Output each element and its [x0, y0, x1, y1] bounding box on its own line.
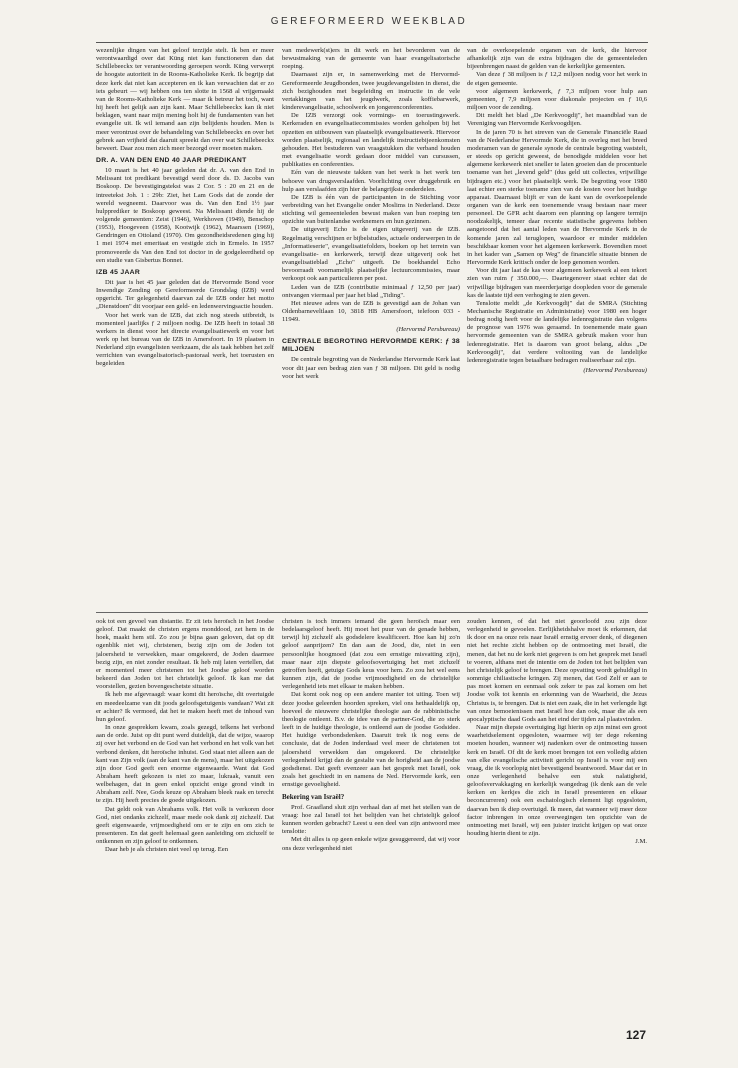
top-column-3: [467, 47, 647, 604]
press-credit: (Hervormd Persbureau): [396, 326, 460, 334]
paragraph: De uitgeverij Echo is de eigen uitgeverij van de IZB. Regelmatig verschijnen er bijbelstudies, actuele onderwerpen in de „Informatieserie", evangelisatiefolders, boeken op het terrein van evangelisatie- en kerkewerk, terwijl deze uitgeverij ook het evangelisatieblad „Echo" uitgeeft. De boekhandel Echo bevoorraadt voornamelijk plaatselijke lectuurcommissies, maar verkoopt ook aan particulieren per post.: [282, 226, 460, 283]
paragraph: Het nieuwe adres van de IZB is gevestigd aan de Johan van Oldenbarneveltlaan 10, 3818 HB Amersfoort, telefoon 033 - 11949.: [282, 299, 460, 324]
paragraph: Leden van de IZB (contributie minimaal ƒ 12,50 per jaar) ontvangen viermaal per jaar het blad „Tiding".: [282, 283, 460, 299]
press-credit: (Hervormd Persbureau): [583, 367, 647, 375]
paragraph: Dat geldt ook van Abrahams volk. Het volk is verkoren door God, niet ondanks zichzelf, maar mede ook dank zij zichzelf. Dat geeft eigenwaarde, vrijmoedigheid om er te zijn en om zich te presenteren. En dat geeft helemaal geen aanleiding om zichzelf te ontkennen en zijn geloof te ontkennen.: [96, 805, 274, 846]
paragraph: Dit meldt het blad „De Kerkvoogdij", het maandblad van de Vereniging van Hervormde Kerkvoogdijen.: [467, 112, 647, 128]
paragraph: Dit jaar is het 45 jaar geleden dat de Hervormde Bond voor Inwendige Zending op Gereformeerde Grondslag (IZB) werd opgericht. Ter gelegenheid daarvan zal de IZB onder het motto „Dienstdoen" dit voorjaar een geld- en ledenwervingsactie houden.: [96, 278, 274, 311]
paragraph: Prof. Graafland sluit zijn verhaal dan af met het stellen van de vraag: hoe zal Israël tot het belijden van het christelijk geloof kunnen worden gebracht? Leest u een deel van zijn antwoord mee tenslotte:: [282, 803, 460, 836]
bottom-column-1: [96, 618, 274, 1010]
section-divider: [96, 612, 648, 613]
top-rule: [96, 42, 648, 43]
paragraph: 10 maart is het 40 jaar geleden dat dr. A. van den End in Melissant tot predikant bevestigd werd door ds. D. Jacobs van Boskoop. De bevestigingstekst was 2 Cor. 5 : 20 en 21 en de intreetekst Joh. 1 : 29b: Ziet, het Lam Gods dat de zonde der wereld wegneemt. Daarvoor was ds. Van den End 1½ jaar hulpprediker te Boskoop geweest. Na Melissant diende hij de volgende gemeenten: Zeist (1946), Werkhoven (1949), Benschop (1953), Hoogeveen (1958), Kootwijk (1962), Maarssen (1969), Gendringen en Ottoland (1970). Om gezondheidsredenen ging hij 1 mei 1974 met emeritaat en vestigde zich in Ermelo. In 1957 promoveerde ds Van den End tot doctor in de godgeleerdheid op een studie van Gisbertus Bonnet.: [96, 167, 274, 264]
paragraph: In de jaren 70 is het streven van de Generale Financiële Raad van de Nederlandse Hervormde Kerk, die in overleg met het breed moderamen van de generale synode de centrale begroting vaststelt, er steeds op gericht geweest, de benodigde middelen voor het algemene kerkewerk niet sneller te laten groeien dan de procentuele toename van het „levend geld" (dus geld uit collectes, vrijwillige bijdragen etc.) voor het plaatselijk werk. De begroting voor 1980 laat echter een sterke toename zien van de kosten voor het huidige apparaat. Daarnaast blijft er van de kant van de overkoepelende organen van de kerk een toenemende vraag bestaan naar meer personeel. De GFR acht daarom een planning op langere termijn noodzakelijk, temeer daar recente statistische gegevens hebben aangetoond dat het aantal leden van de Hervormde Kerk in de komende jaren zal teruglopen, waardoor er minder middelen beschikbaar komen voor het algemeen kerkewerk. Bovendien moet in het kader van „Samen op Weg" de financiële situatie binnen de Hervormde Kerk kritisch onder de loep genomen worden.: [467, 128, 647, 267]
paragraph: Daarnaast zijn er, in samenwerking met de Hervormd-Gereformeerde Jeugdbonden, twee jeugdevangelisten in dienst, die zich bezighouden met begeleiding en instructie in de vele vertakkingen van het jeugdwerk, zoals koffiebarwerk, kinderevangelisatie, schoolwerk en jongerenconferenties.: [282, 71, 460, 112]
bottom-column-3: [467, 618, 647, 1010]
paragraph: Voor dit jaar laat de kas voor algemeen kerkewerk al een tekort zien van ruim ƒ 350.000,—. Daartegenover staat echter dat de vrijwillige bijdragen van meerderjarige doopleden voor de generale kas de laatste tijd een verhoging te zien geven.: [467, 267, 647, 299]
paragraph: ook tot een gevoel van distantie. Er zit iets heroïsch in het Joodse geloof. Dat maakt de christen ergens monddood, zet hem in de hoek, maakt hem stil. Zo zou je bijna gaan geloven, dat op dit ogenblik niet wij, christenen, bezig zijn om de Joden tot jaloersheid te verwekken, maar omgekeerd, de Joden daarmee bezig zijn, en niet zonder resultaat. Ik heb mij laten vertellen, dat er momenteel meer christenen tot het Joodse geloof worden bekeerd dan Joden tot het christelijk geloof. Ik kan me dat voorstellen, gezien bovengeschetste situatie.: [96, 618, 274, 691]
heading-begroting: CENTRALE BEGROTING HERVORMDE KERK: ƒ 38 MILJOEN: [282, 338, 460, 354]
paragraph: Daar heb je als christen niet veel op terug. Een: [105, 846, 229, 854]
paragraph: Ik heb me afgevraagd: waar komt dit heroïsche, dit overtuigde en meedeelzame van dit joods geloofsgetuigenis vandaan? Wat zit er achter? Ik vermoed, dat het te maken heeft met de inhoud van hun geloof.: [96, 691, 274, 723]
paragraph: De IZB verzorgt ook vormings- en toerustingswerk. Kerkeraden en evangelisatiecommissies worden geholpen bij het opzetten en uitbouwen van plaatselijk evangelisatiewerk. Hiervoor worden plaatselijk, regionaal en landelijk instructiebijeenkomsten gehouden. Het bestuderen van vraagstukken die verband houden met evangelisatie wordt gedaan door middel van cursussen, publikaties en conferenties.: [282, 112, 460, 169]
author-signature: J.M.: [635, 838, 647, 846]
paragraph: Eén van de nieuwste takken van het werk is het werk ten behoeve van drugsverslaafden. Voorlichting over druggebruik en hulp aan verslaafden zijn hier de belangrijkste onderdelen.: [282, 169, 460, 193]
paragraph: zouden kennen, of dat het niet geoorloofd zou zijn deze verlegenheid te gevoelen. Eerlijkheidshalve moet ik erkennen, dat ik door en na onze reis naar Israël ernstig ervoer denk, of diegenen niet het rechte zicht hebben op de ontmoeting met Israël, die menen, dat het nu de kerk niet gegeven is om het gesprek met Israël te voeren, althans met de intentie om de Joden tot het belijden van het christelijk geloof te brengen. Deze opvatting wordt gehuldigd in sommige chiliastische kringen. Zij menen, dat God Zelf er aan te pas moet komen en eenmaal ook zeker te pas zal komen om het Joodse volk tot kennis en erkenning van de Waarheid, die Jezus Christus is, te brengen. Dat is niet een zaak, die in het verlengde ligt van onze bemoeienissen met Israël hoe dan ook, maar die als een apocalyptische daad Gods aan het eind der tijden zal plaatsvinden.: [467, 618, 647, 723]
paragraph: Naar mijn diepste overtuiging ligt hierin op zijn minst een groot waarheidselement opgesloten, waarmee wij ter dege rekening moeten houden, wanneer wij nadenken over de ontmoeting tussen kerk en Israël. Of dit de kerk moet brengen tot een volledig afzien van elke evangelische activiteit gericht op Israël is voor mij een vraag, die ik voorlopig niet bevestigend beantwoord. Maar dat er in onze verlegenheid behalve een stuk nalatigheid, geloofsvervakkaging en kerkelijk wangedrag (ik denk aan de vele kerken en kerkjes die zich in Israël presenteren en elkaar beconcurreren) ook een eschatologisch element ligt opgesloten, daarvan ben ik diep overtuigd. Ik meen, dat wanneer wij meer deze factor inbrengen in onze overwegingen ten opzichte van de ontmoeting met Israël, wij een juister inzicht krijgen op wat onze houding hierin dient te zijn.: [467, 724, 647, 838]
paragraph: Voor het werk van de IZB, dat zich nog steeds uitbreidt, is momenteel jaarlijks ƒ 2 miljoen nodig. De IZB heeft in totaal 38 werkers in dienst voor het directe evangelisatiewerk en voor het werk op het bureau van de IZB in Amersfoort. In 19 plaatsen in Nederland zijn evangelisten werkzaam, die als taak hebben het zelf verrichten van evangelisatorisch-pastoraal werk, het toerusten en begeleiden: [96, 311, 274, 368]
paragraph: Van deze ƒ 38 miljoen is ƒ 12,2 miljoen nodig voor het werk in de eigen gemeente.: [467, 71, 647, 87]
paragraph: Tenslotte meldt „de Kerkvoogdij" dat de SMRA (Stichting Mechanische Registratie en Administratie) voor 1980 een hoger bedrag nodig heeft voor de landelijke ledenregistratie dan volgens de prognose van 1976 was geraamd. In toenemende mate gaan hervormde gemeenten van de SMRA gebruik maken voor hun ledenregistratie. Het is daarom van groot belang, aldus „De Kerkvoogdij", dat verdere voltooiing van de landelijke ledenregistratie tegen betaalbare bedragen realiseerbaar zal zijn.: [467, 299, 647, 364]
paragraph: Met dit alles is op geen enkele wijze gesuggereerd, dat wij voor ons deze verlegenheid niet: [282, 836, 460, 852]
bottom-column-2: [282, 618, 460, 1010]
paragraph: De IZB is één van de participanten in de Stichting voor verbreiding van het Evangelie onder Moslims in Nederland. Deze stichting wil gemeenteleden bewust maken van hun roeping ten opzichte van buitenlandse werknemers en hun gezinnen.: [282, 193, 460, 226]
paragraph: wezenlijke dingen van het geloof terzijde stelt. Ik ben er meer verontwaardigd over dat Küng niet kan functioneren dan dat Schillebeeckx ter verantwoording geroepen wordt. Küng verwerpt de hoogste autoriteit in de Rooms-Katholieke Kerk. Ik begrijp dat deze kerk dat niet kan accepteren en ik kan verwachten dat er zo iets gebeurt — wij hebben ons ten slotte in 1568 al vrijgemaakt van de Rooms-Katholieke Kerk — maar ik betreur het toch, want hij heeft het gelijk aan zijn kant. Maar Schillebeeckx kan ik niet beklagen, want naar mijn mening holt hij de fundamenten van het evangelie uit. Ik wil iemand aan zijn belijdenis houden. Men is meer verontrust over de behandeling van Schillebeeckx en over het gebrek aan vrijheid dat daaruit spreekt dan over wat Schillebeeckx beweert. Daar zou men zich meer bezorgd over moeten maken.: [96, 47, 274, 152]
masthead: GEREFORMEERD WEEKBLAD: [270, 16, 468, 27]
heading-bekering: Bekering van Israël?: [282, 793, 345, 802]
paragraph: voor algemeen kerkewerk, ƒ 7,3 miljoen voor hulp aan gemeenten, ƒ 7,9 miljoen voor diakonale projecten en ƒ 10,6 miljoen voor de zending.: [467, 87, 647, 112]
paragraph: In onze gesprekken kwam, zoals gezegd, telkens het verbond aan de orde. Juist op dit punt werd duidelijk, dat de wijze, waarop zij over het verbond en de God van het verbond en het volk van het verbond denken, dit heroïsche inhuist. God staat niet alleen aan de kant van Zijn volk (aan de kant van de mens), maar het uitgekozen zijn door God geeft een enorme eigenwaarde. Want dat God Abraham heeft gekozen is niet zo maar, lukraak, vanuit een welbehagen, dat in geen enkel opzicht enige grond vindt in Abraham zelf. Nee, Gods keuze op Abraham bleek raak en terecht te zijn. Hij heeft precies de goede uitgekozen.: [96, 724, 274, 805]
paragraph: Dat komt ook nog op een andere manier tot uiting. Toen wij deze joodse geleerden hoorden spreken, viel ons hethaaldelijk op, hoeveel de nieuwere christelijke theologie aan de rabbinistische theologie ontleent. B.v. de idee van de partner-God, die zo sterk leeft in de huidige theologie, is ontleend aan de joodse Godsidee. Het huidige verbondsdenken. Daaruit trek ik nog eens de conclusie, dat de Joden inderdaad veel meer de christenen tot jaloersheid verwekken dan omgekeerd. De christelijke verlegenheid krijgt dan de gestalte van de horigheid aan de joodse godsdienst. Dat geeft evenzeer aan het gesprek met Israël, ook zoals het geschiedt in en namens de Ned. Hervormde kerk, een ernstige gevoeligheid.: [282, 691, 460, 789]
paragraph: van medewerk(st)ers in dit werk en het bevorderen van de bewustmaking van de gemeente van haar evangelisatorische roeping.: [282, 47, 460, 71]
top-column-2: [282, 47, 460, 604]
heading-anniversary: DR. A. VAN DEN END 40 JAAR PREDIKANT: [96, 157, 247, 165]
paragraph: De centrale begroting van de Nederlandse Hervormde Kerk laat voor dit jaar een bedrag zien van ƒ 38 miljoen. Dit geld is nodig voor het werk: [282, 356, 460, 380]
heading-izb: IZB 45 JAAR: [96, 268, 141, 276]
top-column-1: [96, 47, 274, 604]
paragraph: van de overkoepelende organen van de kerk, die hiervoor afhankelijk zijn van de extra bijdragen die de gemeenteleden bijeenbrengen naast de gelden van de kerkelijke gemeenten.: [467, 47, 647, 71]
paragraph: christen is toch immers iemand die geen heroïsch maar een bedelaarsgeloof heeft. Hij moet het puur van de genade hebben, terwijl hij zichzelf als godsdelere kwalificeert. Hoe kan hij zo'n geloof aanprijzen? En dan aan de Jood, die, niet in een persoonlijke hoogmoed (dat zou een ernstige misvatting zijn), maar naar zijn diepste geloofsovertuiging het met zichzelf getroffen heeft, getuige Gods keus voor hem. Zo zou het wel eens kunnen zijn, dat de joodse vrijmoedigheid en de christelijke verlegenheid iets met elkaar te maken hebben.: [282, 618, 460, 691]
page-number: 127: [625, 1028, 646, 1042]
